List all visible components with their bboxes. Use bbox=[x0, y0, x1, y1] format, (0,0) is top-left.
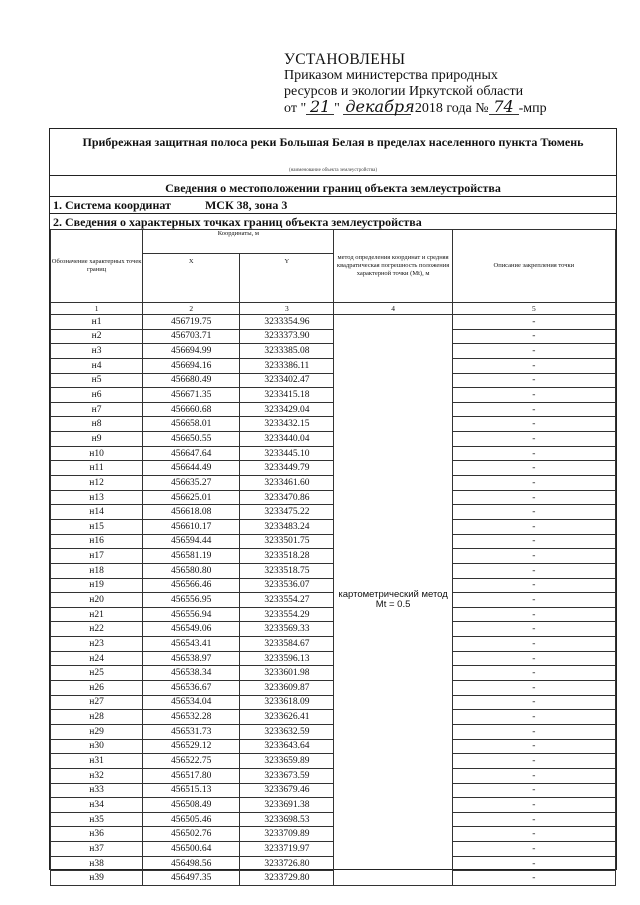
point-id: н9 bbox=[51, 432, 143, 447]
approval-stamp bbox=[284, 52, 614, 117]
point-description: - bbox=[452, 754, 615, 769]
table-row bbox=[51, 534, 616, 549]
method-cell: картометрический метод Mt = 0.5 bbox=[334, 315, 452, 886]
table-row bbox=[51, 783, 616, 798]
coord-y: 3233373.90 bbox=[240, 329, 334, 344]
point-description: - bbox=[452, 563, 615, 578]
coord-x: 456534.04 bbox=[143, 695, 240, 710]
coord-x: 456508.49 bbox=[143, 798, 240, 813]
column-number: 3 bbox=[240, 303, 334, 315]
point-id: н35 bbox=[51, 812, 143, 827]
approval-line-1: Приказом министерства природных bbox=[284, 68, 498, 83]
table-row bbox=[51, 461, 616, 476]
point-id: н29 bbox=[51, 724, 143, 739]
point-description: - bbox=[452, 871, 615, 886]
coord-y: 3233475.22 bbox=[240, 505, 334, 520]
coord-x: 456497.35 bbox=[143, 871, 240, 886]
point-description: - bbox=[452, 476, 615, 491]
point-id: н25 bbox=[51, 666, 143, 681]
coord-y: 3233659.89 bbox=[240, 754, 334, 769]
point-description: - bbox=[452, 783, 615, 798]
coord-x: 456635.27 bbox=[143, 476, 240, 491]
header-method: метод определения координат и средняя квадратическая погрешность положения характерной точки (Mt), м bbox=[334, 230, 452, 303]
approval-number: 74 bbox=[489, 100, 519, 115]
point-id: н39 bbox=[51, 871, 143, 886]
coord-y: 3233584.67 bbox=[240, 637, 334, 652]
coord-x: 456625.01 bbox=[143, 490, 240, 505]
point-description: - bbox=[452, 856, 615, 871]
point-description: - bbox=[452, 607, 615, 622]
point-description: - bbox=[452, 637, 615, 652]
coord-y: 3233698.53 bbox=[240, 812, 334, 827]
point-description: - bbox=[452, 812, 615, 827]
column-number: 2 bbox=[143, 303, 240, 315]
coord-y: 3233673.59 bbox=[240, 768, 334, 783]
coord-y: 3233429.04 bbox=[240, 402, 334, 417]
point-id: н5 bbox=[51, 373, 143, 388]
coord-y: 3233536.07 bbox=[240, 578, 334, 593]
point-id: н14 bbox=[51, 505, 143, 520]
document-title: Прибрежная защитная полоса реки Большая Белая в пределах населенного пункта Тюмень bbox=[82, 135, 584, 149]
section-title: Сведения о местоположении границ объекта землеустройства bbox=[165, 181, 501, 195]
table-row bbox=[51, 549, 616, 564]
point-description: - bbox=[452, 681, 615, 696]
coord-y: 3233626.41 bbox=[240, 710, 334, 725]
point-id: н11 bbox=[51, 461, 143, 476]
approval-from: от bbox=[284, 101, 297, 116]
point-id: н27 bbox=[51, 695, 143, 710]
point-description: - bbox=[452, 402, 615, 417]
approval-day: 21 bbox=[306, 100, 334, 115]
point-description: - bbox=[452, 739, 615, 754]
point-id: н38 bbox=[51, 856, 143, 871]
coord-x: 456680.49 bbox=[143, 373, 240, 388]
point-id: н10 bbox=[51, 446, 143, 461]
quote-close: " bbox=[334, 101, 340, 116]
point-description: - bbox=[452, 461, 615, 476]
table-row bbox=[51, 856, 616, 871]
point-description: - bbox=[452, 666, 615, 681]
coord-y: 3233501.75 bbox=[240, 534, 334, 549]
point-id: н17 bbox=[51, 549, 143, 564]
approval-heading: УСТАНОВЛЕНЫ bbox=[284, 51, 406, 68]
coord-y: 3233483.24 bbox=[240, 519, 334, 534]
table-row bbox=[51, 417, 616, 432]
quote-open: " bbox=[300, 101, 307, 116]
coord-y: 3233726.80 bbox=[240, 856, 334, 871]
point-description: - bbox=[452, 358, 615, 373]
point-id: н31 bbox=[51, 754, 143, 769]
coord-y: 3233402.47 bbox=[240, 373, 334, 388]
coord-y: 3233415.18 bbox=[240, 388, 334, 403]
point-id: н30 bbox=[51, 739, 143, 754]
coord-x: 456650.55 bbox=[143, 432, 240, 447]
point-description: - bbox=[452, 417, 615, 432]
coord-x: 456647.64 bbox=[143, 446, 240, 461]
table-row bbox=[51, 446, 616, 461]
table-row bbox=[51, 812, 616, 827]
column-number: 4 bbox=[334, 303, 452, 315]
coord-x: 456703.71 bbox=[143, 329, 240, 344]
coord-x: 456694.99 bbox=[143, 344, 240, 359]
coord-y: 3233632.59 bbox=[240, 724, 334, 739]
point-id: н18 bbox=[51, 563, 143, 578]
coord-x: 456536.67 bbox=[143, 681, 240, 696]
point-id: н37 bbox=[51, 842, 143, 857]
coord-x: 456502.76 bbox=[143, 827, 240, 842]
coord-y: 3233554.29 bbox=[240, 607, 334, 622]
point-description: - bbox=[452, 446, 615, 461]
point-description: - bbox=[452, 505, 615, 520]
point-description: - bbox=[452, 842, 615, 857]
coord-y: 3233596.13 bbox=[240, 651, 334, 666]
coord-x: 456580.80 bbox=[143, 563, 240, 578]
point-description: - bbox=[452, 534, 615, 549]
point-description: - bbox=[452, 622, 615, 637]
point-id: н4 bbox=[51, 358, 143, 373]
table-row bbox=[51, 432, 616, 447]
coord-x: 456498.56 bbox=[143, 856, 240, 871]
table-row bbox=[51, 622, 616, 637]
coord-y: 3233385.08 bbox=[240, 344, 334, 359]
point-id: н15 bbox=[51, 519, 143, 534]
coord-x: 456538.97 bbox=[143, 651, 240, 666]
coord-x: 456581.19 bbox=[143, 549, 240, 564]
coordinate-system-row bbox=[50, 198, 616, 212]
coord-x: 456505.46 bbox=[143, 812, 240, 827]
table-row bbox=[51, 681, 616, 696]
coord-x: 456517.80 bbox=[143, 768, 240, 783]
coord-y: 3233709.89 bbox=[240, 827, 334, 842]
table-row bbox=[51, 798, 616, 813]
table-row bbox=[51, 651, 616, 666]
coord-y: 3233729.80 bbox=[240, 871, 334, 886]
point-id: н13 bbox=[51, 490, 143, 505]
coord-y: 3233643.64 bbox=[240, 739, 334, 754]
point-id: н1 bbox=[51, 315, 143, 330]
column-number: 5 bbox=[452, 303, 615, 315]
point-id: н16 bbox=[51, 534, 143, 549]
point-id: н20 bbox=[51, 593, 143, 608]
table-row bbox=[51, 607, 616, 622]
table-row bbox=[51, 637, 616, 652]
coord-y: 3233461.60 bbox=[240, 476, 334, 491]
table-row bbox=[51, 739, 616, 754]
coord-x: 456660.68 bbox=[143, 402, 240, 417]
points-table bbox=[50, 229, 616, 886]
coord-y: 3233386.11 bbox=[240, 358, 334, 373]
point-id: н6 bbox=[51, 388, 143, 403]
table-row bbox=[51, 827, 616, 842]
point-id: н36 bbox=[51, 827, 143, 842]
coordinate-system-value: МСК 38, зона 3 bbox=[204, 198, 288, 212]
document-frame bbox=[49, 128, 617, 884]
coord-x: 456566.46 bbox=[143, 578, 240, 593]
coord-y: 3233440.04 bbox=[240, 432, 334, 447]
coord-x: 456610.17 bbox=[143, 519, 240, 534]
point-description: - bbox=[452, 549, 615, 564]
table-row bbox=[51, 754, 616, 769]
coord-y: 3233554.27 bbox=[240, 593, 334, 608]
coord-y: 3233679.46 bbox=[240, 783, 334, 798]
point-id: н28 bbox=[51, 710, 143, 725]
table-row bbox=[51, 563, 616, 578]
table-row bbox=[51, 519, 616, 534]
coord-x: 456515.13 bbox=[143, 783, 240, 798]
coord-y: 3233470.86 bbox=[240, 490, 334, 505]
table-row bbox=[51, 388, 616, 403]
coord-y: 3233354.96 bbox=[240, 315, 334, 330]
table-row bbox=[51, 724, 616, 739]
table-row bbox=[51, 329, 616, 344]
coord-x: 456618.08 bbox=[143, 505, 240, 520]
point-id: н21 bbox=[51, 607, 143, 622]
coord-y: 3233518.75 bbox=[240, 563, 334, 578]
point-id: н24 bbox=[51, 651, 143, 666]
approval-month: декабря bbox=[345, 97, 415, 116]
point-id: н12 bbox=[51, 476, 143, 491]
divider bbox=[50, 196, 616, 197]
table-row bbox=[51, 476, 616, 491]
point-description: - bbox=[452, 724, 615, 739]
point-description: - bbox=[452, 593, 615, 608]
coord-y: 3233449.79 bbox=[240, 461, 334, 476]
header-coordinates: Координаты, м bbox=[143, 230, 334, 254]
table-row bbox=[51, 710, 616, 725]
point-description: - bbox=[452, 329, 615, 344]
coord-x: 456549.06 bbox=[143, 622, 240, 637]
coord-y: 3233518.28 bbox=[240, 549, 334, 564]
approval-year: 2018 года № bbox=[414, 101, 489, 116]
point-description: - bbox=[452, 519, 615, 534]
approval-suffix: -мпр bbox=[518, 101, 547, 116]
point-id: н32 bbox=[51, 768, 143, 783]
coord-x: 456538.34 bbox=[143, 666, 240, 681]
table-row bbox=[51, 373, 616, 388]
point-description: - bbox=[452, 695, 615, 710]
coord-y: 3233618.09 bbox=[240, 695, 334, 710]
table-row bbox=[51, 578, 616, 593]
point-description: - bbox=[452, 373, 615, 388]
point-id: н3 bbox=[51, 344, 143, 359]
coord-x: 456556.95 bbox=[143, 593, 240, 608]
point-id: н33 bbox=[51, 783, 143, 798]
point-description: - bbox=[452, 344, 615, 359]
point-id: н19 bbox=[51, 578, 143, 593]
point-description: - bbox=[452, 710, 615, 725]
point-description: - bbox=[452, 827, 615, 842]
approval-date-line bbox=[284, 97, 614, 117]
coord-y: 3233445.10 bbox=[240, 446, 334, 461]
header-x: X bbox=[143, 254, 240, 303]
coord-x: 456531.73 bbox=[143, 724, 240, 739]
table-row bbox=[51, 402, 616, 417]
point-description: - bbox=[452, 432, 615, 447]
point-description: - bbox=[452, 490, 615, 505]
coord-x: 456543.41 bbox=[143, 637, 240, 652]
coord-x: 456556.94 bbox=[143, 607, 240, 622]
coord-y: 3233569.33 bbox=[240, 622, 334, 637]
divider bbox=[50, 175, 616, 176]
table-row bbox=[51, 871, 616, 886]
coord-x: 456500.64 bbox=[143, 842, 240, 857]
coord-y: 3233432.15 bbox=[240, 417, 334, 432]
point-id: н8 bbox=[51, 417, 143, 432]
coord-x: 456522.75 bbox=[143, 754, 240, 769]
coord-x: 456694.16 bbox=[143, 358, 240, 373]
table-row bbox=[51, 842, 616, 857]
point-description: - bbox=[452, 768, 615, 783]
coordinate-system-label: 1. Система координат bbox=[53, 198, 171, 212]
table-row bbox=[51, 315, 616, 330]
coord-y: 3233719.97 bbox=[240, 842, 334, 857]
coord-y: 3233601.98 bbox=[240, 666, 334, 681]
coord-x: 456671.35 bbox=[143, 388, 240, 403]
coord-x: 456658.01 bbox=[143, 417, 240, 432]
table-row bbox=[51, 344, 616, 359]
coord-x: 456532.28 bbox=[143, 710, 240, 725]
coord-x: 456644.49 bbox=[143, 461, 240, 476]
table-row bbox=[51, 490, 616, 505]
coord-x: 456719.75 bbox=[143, 315, 240, 330]
point-description: - bbox=[452, 651, 615, 666]
point-description: - bbox=[452, 388, 615, 403]
point-id: н2 bbox=[51, 329, 143, 344]
coord-y: 3233691.38 bbox=[240, 798, 334, 813]
table-row bbox=[51, 695, 616, 710]
point-description: - bbox=[452, 578, 615, 593]
coord-y: 3233609.87 bbox=[240, 681, 334, 696]
coord-x: 456594.44 bbox=[143, 534, 240, 549]
column-number: 1 bbox=[51, 303, 143, 315]
point-id: н7 bbox=[51, 402, 143, 417]
table-row bbox=[51, 505, 616, 520]
title-caption: (наименование объекта землеустройства) bbox=[288, 168, 378, 173]
table-row bbox=[51, 666, 616, 681]
point-id: н26 bbox=[51, 681, 143, 696]
header-y: Y bbox=[240, 254, 334, 303]
point-description: - bbox=[452, 798, 615, 813]
divider bbox=[50, 213, 616, 214]
approval-line-2: ресурсов и экологии Иркутской области bbox=[284, 84, 524, 99]
table-row bbox=[51, 768, 616, 783]
point-id: н34 bbox=[51, 798, 143, 813]
table-row bbox=[51, 358, 616, 373]
point-id: н23 bbox=[51, 637, 143, 652]
header-description: Описание закрепления точки bbox=[452, 230, 615, 303]
points-section-label: 2. Сведения о характерных точках границ объекта землеустройства bbox=[53, 215, 422, 229]
point-id: н22 bbox=[51, 622, 143, 637]
table-row bbox=[51, 593, 616, 608]
header-designation: Обозначение характерных точек границ bbox=[51, 230, 143, 303]
coord-x: 456529.12 bbox=[143, 739, 240, 754]
point-description: - bbox=[452, 315, 615, 330]
